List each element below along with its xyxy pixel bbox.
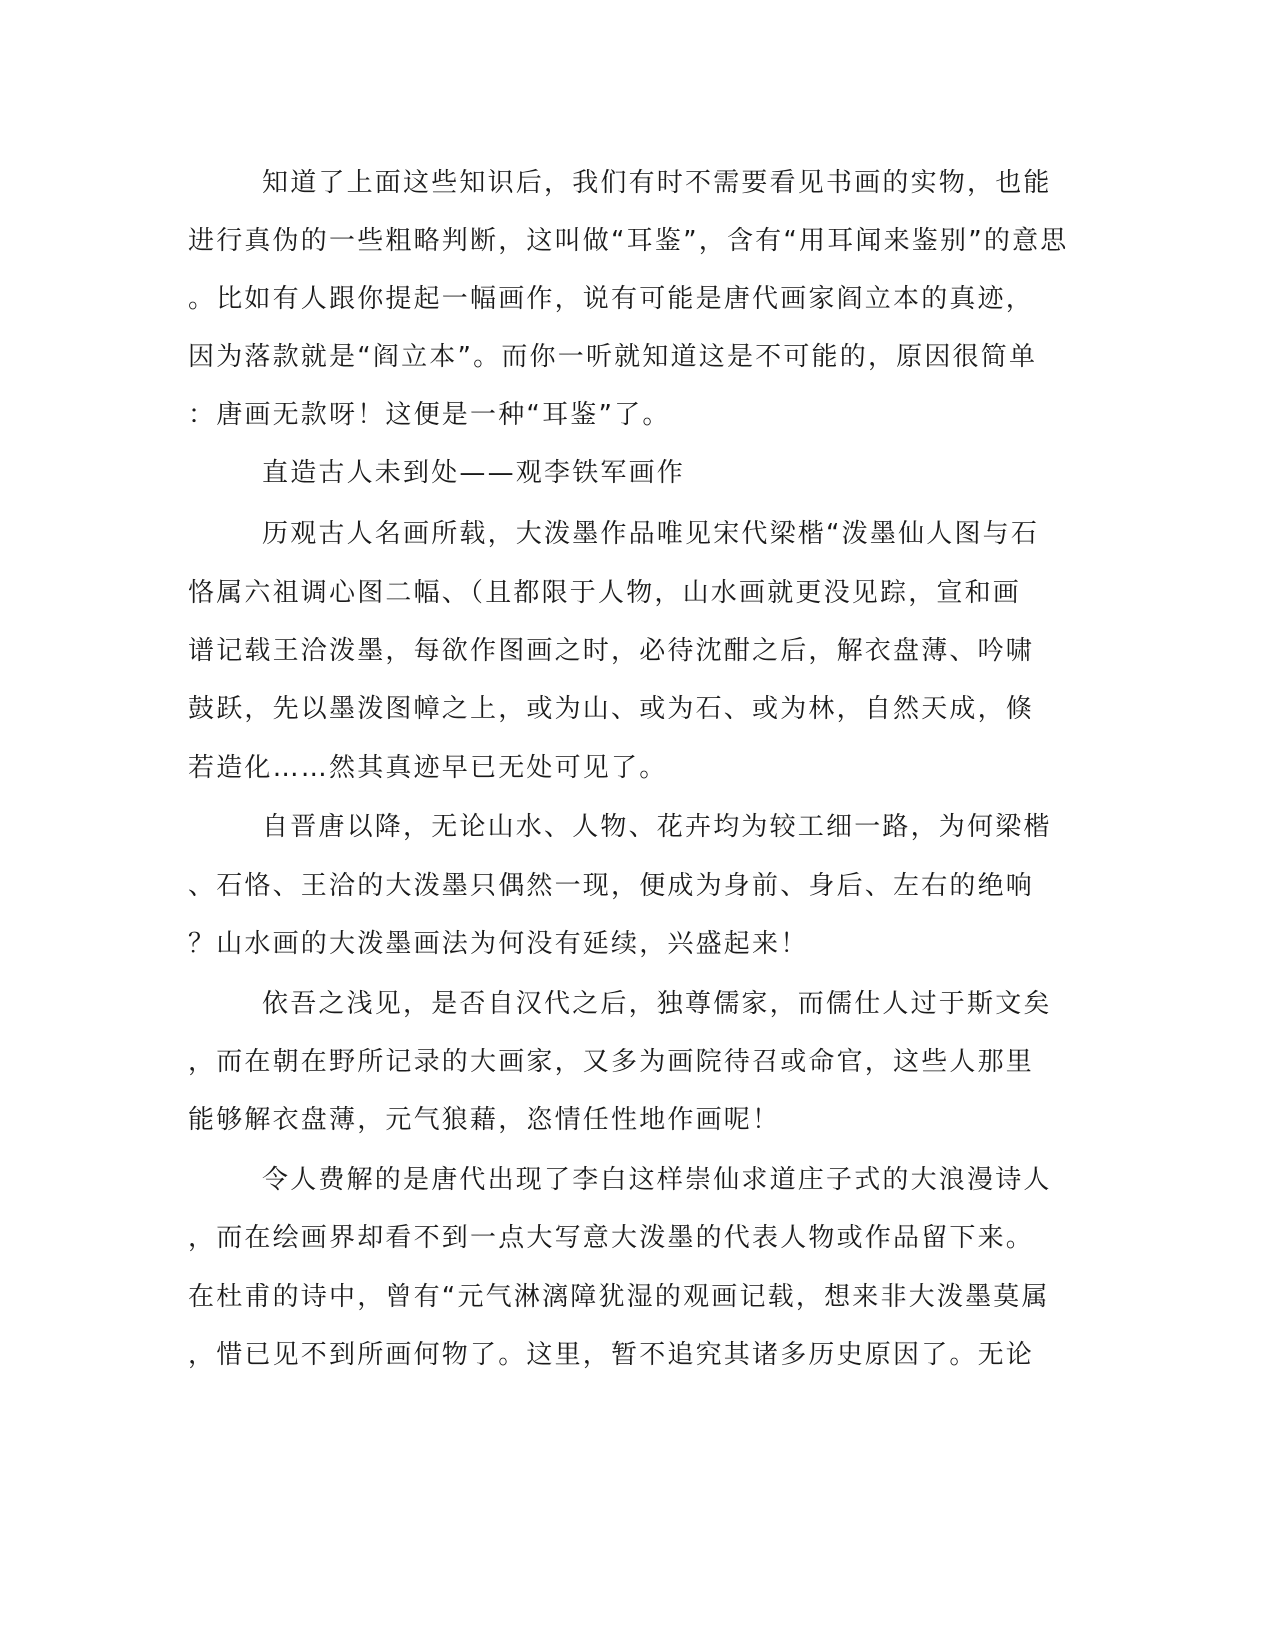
- paragraph-line: 令人费解的是唐代出现了李白这样崇仙求道庄子式的大浪漫诗人: [262, 1165, 1052, 1195]
- paragraph-line: 能够解衣盘薄，元气狼藉，恣情任性地作画呢！: [188, 1105, 781, 1135]
- paragraph-line: 若造化……然其真迹早已无处可见了。: [188, 753, 668, 783]
- paragraph-line: 进行真伪的一些粗略判断，这叫做“耳鉴”，含有“用耳闻来鉴别”的意思: [188, 226, 1069, 256]
- paragraph-line: 历观古人名画所载，大泼墨作品唯见宋代梁楷“泼墨仙人图与石: [262, 519, 1040, 549]
- paragraph-line: ，而在绘画界却看不到一点大写意大泼墨的代表人物或作品留下来。: [188, 1223, 1035, 1253]
- paragraph-line: 知道了上面这些知识后，我们有时不需要看见书画的实物，也能: [262, 168, 1052, 198]
- paragraph-line: 在杜甫的诗中，曾有“元气淋漓障犹湿的观画记载，想来非大泼墨莫属: [188, 1282, 1050, 1312]
- paragraph-line: 鼓跃，先以墨泼图幛之上，或为山、或为石、或为林，自然天成，倏: [188, 694, 1035, 724]
- paragraph-line: 谱记载王洽泼墨，每欲作图画之时，必待沈酣之后，解衣盘薄、吟啸: [188, 636, 1035, 666]
- section-title: 直造古人未到处——观李铁军画作: [262, 458, 686, 488]
- paragraph-line: 恪属六祖调心图二幅、（且都限于人物，山水画就更没见踪，宣和画: [188, 578, 1022, 608]
- paragraph-line: ：唐画无款呀！这便是一种“耳鉴”了。: [188, 400, 671, 430]
- paragraph-line: ，而在朝在野所记录的大画家，又多为画院待召或命官，这些人那里: [188, 1047, 1035, 1077]
- paragraph-line: 、石恪、王洽的大泼墨只偶然一现，便成为身前、身后、左右的绝响: [188, 871, 1035, 901]
- paragraph-line: ？山水画的大泼墨画法为何没有延续，兴盛起来！: [188, 929, 809, 959]
- paragraph-line: 。比如有人跟你提起一幅画作，说有可能是唐代画家阎立本的真迹，: [188, 284, 1035, 314]
- paragraph-line: 自晋唐以降，无论山水、人物、花卉均为较工细一路，为何梁楷: [262, 812, 1052, 842]
- paragraph-line: ，惜已见不到所画何物了。这里，暂不追究其诸多历史原因了。无论: [188, 1340, 1035, 1370]
- paragraph-line: 依吾之浅见，是否自汉代之后，独尊儒家，而儒仕人过于斯文矣: [262, 989, 1052, 1019]
- paragraph-line: 因为落款就是“阎立本”。而你一听就知道这是不可能的，原因很简单: [188, 342, 1038, 372]
